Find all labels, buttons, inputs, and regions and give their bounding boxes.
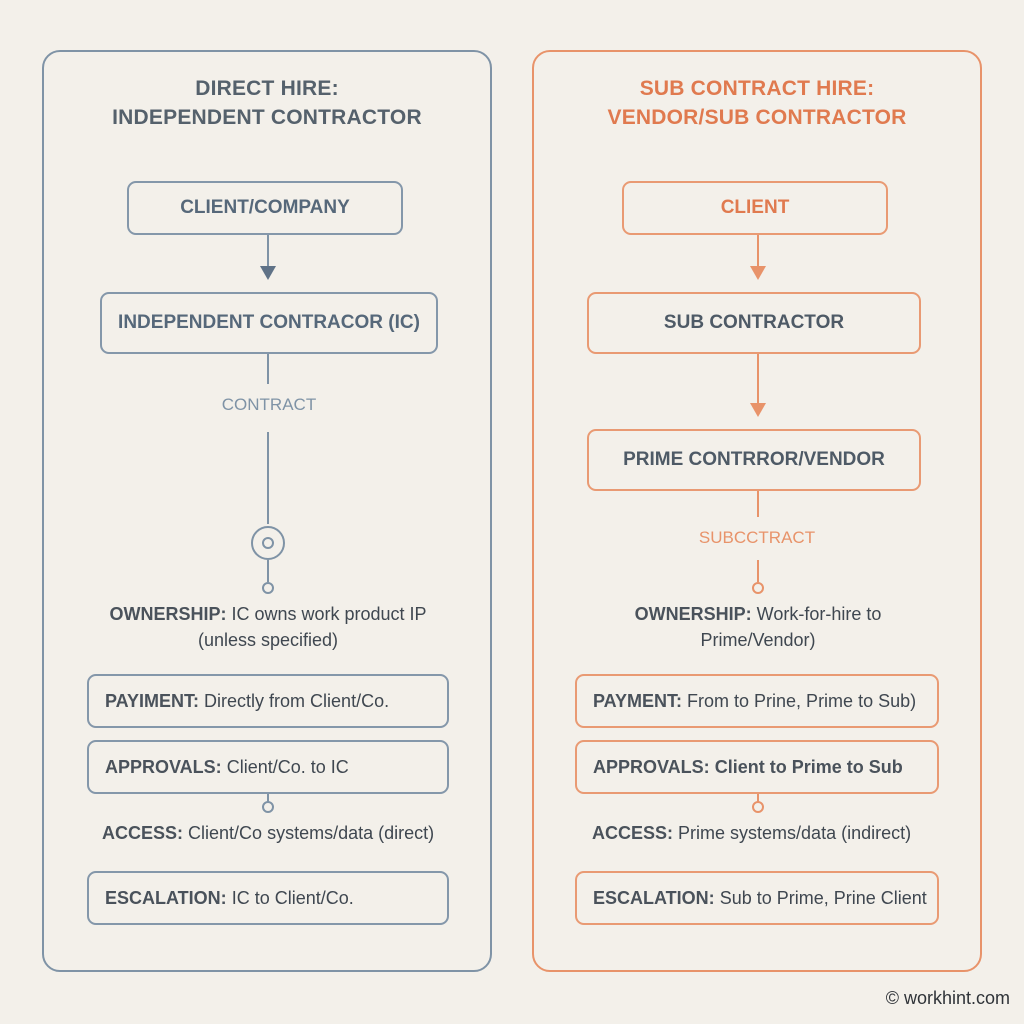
- copyright-footer: © workhint.com: [885, 988, 1010, 1008]
- direct-hire-title: [42, 74, 492, 132]
- approvals-label: APPROVALS:: [105, 756, 222, 777]
- access-label: ACCESS:: [592, 823, 674, 843]
- small-node-icon: [262, 801, 274, 813]
- approvals-box: [87, 740, 449, 794]
- access-text: [102, 820, 482, 846]
- node-center-icon: [262, 537, 274, 549]
- access-value: Prime systems/data (indirect): [678, 823, 912, 843]
- arrow-line: [267, 235, 269, 267]
- payment-label: PAYIMENT:: [105, 690, 200, 711]
- sub-contract-title-line1: SUB CONTRACT HIRE:: [639, 77, 875, 100]
- small-node-icon: [262, 582, 274, 594]
- connector-line: [757, 491, 759, 517]
- arrow-down-icon: [748, 264, 768, 282]
- connector-line: [757, 560, 759, 582]
- payment-label: PAYMENT:: [593, 690, 683, 711]
- approvals-label: APPROVALS:: [593, 756, 710, 777]
- approvals-box: [575, 740, 939, 794]
- ownership-text: [542, 601, 974, 653]
- access-value: Client/Co systems/data (direct): [188, 823, 435, 843]
- connector-line: [267, 354, 269, 384]
- sub-contract-title: [532, 74, 982, 132]
- payment-box: [575, 674, 939, 728]
- ownership-value-line2: Prime/Vendor): [700, 630, 816, 650]
- contract-label: CONTRACT: [221, 395, 317, 414]
- ownership-label: OWNERSHIP:: [634, 604, 752, 624]
- client-company-box: CLIENT/COMPANY: [127, 181, 403, 235]
- access-label: ACCESS:: [102, 823, 184, 843]
- payment-value: Directly from Client/Co.: [204, 690, 390, 711]
- escalation-value: IC to Client/Co.: [231, 887, 354, 908]
- sub-contract-title-line2: VENDOR/SUB CONTRACTOR: [607, 106, 907, 129]
- subcontract-label: SUBCCTRACT: [698, 528, 816, 547]
- direct-hire-title-line1: DIRECT HIRE:: [195, 77, 339, 100]
- sub-contractor-box: SUB CONTRACTOR: [587, 292, 921, 354]
- direct-hire-title-line2: INDEPENDENT CONTRACTOR: [112, 106, 422, 129]
- escalation-value: Sub to Prime, Prine Client: [719, 887, 927, 908]
- approvals-value: Client/Co. to IC: [226, 756, 349, 777]
- small-node-icon: [752, 801, 764, 813]
- ownership-value-line2: (unless specified): [197, 630, 339, 650]
- ownership-value: Work-for-hire to: [756, 604, 882, 624]
- ownership-value: IC owns work product IP: [231, 604, 427, 624]
- escalation-label: ESCALATION:: [593, 887, 715, 908]
- access-text: [592, 820, 972, 846]
- client-box: CLIENT: [622, 181, 888, 235]
- arrow-line: [757, 235, 759, 267]
- connector-line: [267, 560, 269, 582]
- independent-contractor-box: INDEPENDENT CONTRACOR (IC): [100, 292, 438, 354]
- escalation-box: [87, 871, 449, 925]
- arrow-down-icon: [748, 401, 768, 419]
- payment-value: From to Prine, Prime to Sub): [687, 690, 917, 711]
- prime-vendor-box: PRIME CONTRROR/VENDOR: [587, 429, 921, 491]
- escalation-label: ESCALATION:: [105, 887, 227, 908]
- arrow-line: [757, 354, 759, 404]
- escalation-box: [575, 871, 939, 925]
- arrow-down-icon: [258, 264, 278, 282]
- connector-line: [267, 432, 269, 524]
- approvals-value: Client to Prime to Sub: [714, 756, 903, 777]
- small-node-icon: [752, 582, 764, 594]
- ownership-label: OWNERSHIP:: [109, 604, 227, 624]
- payment-box: [87, 674, 449, 728]
- ownership-text: [52, 601, 484, 653]
